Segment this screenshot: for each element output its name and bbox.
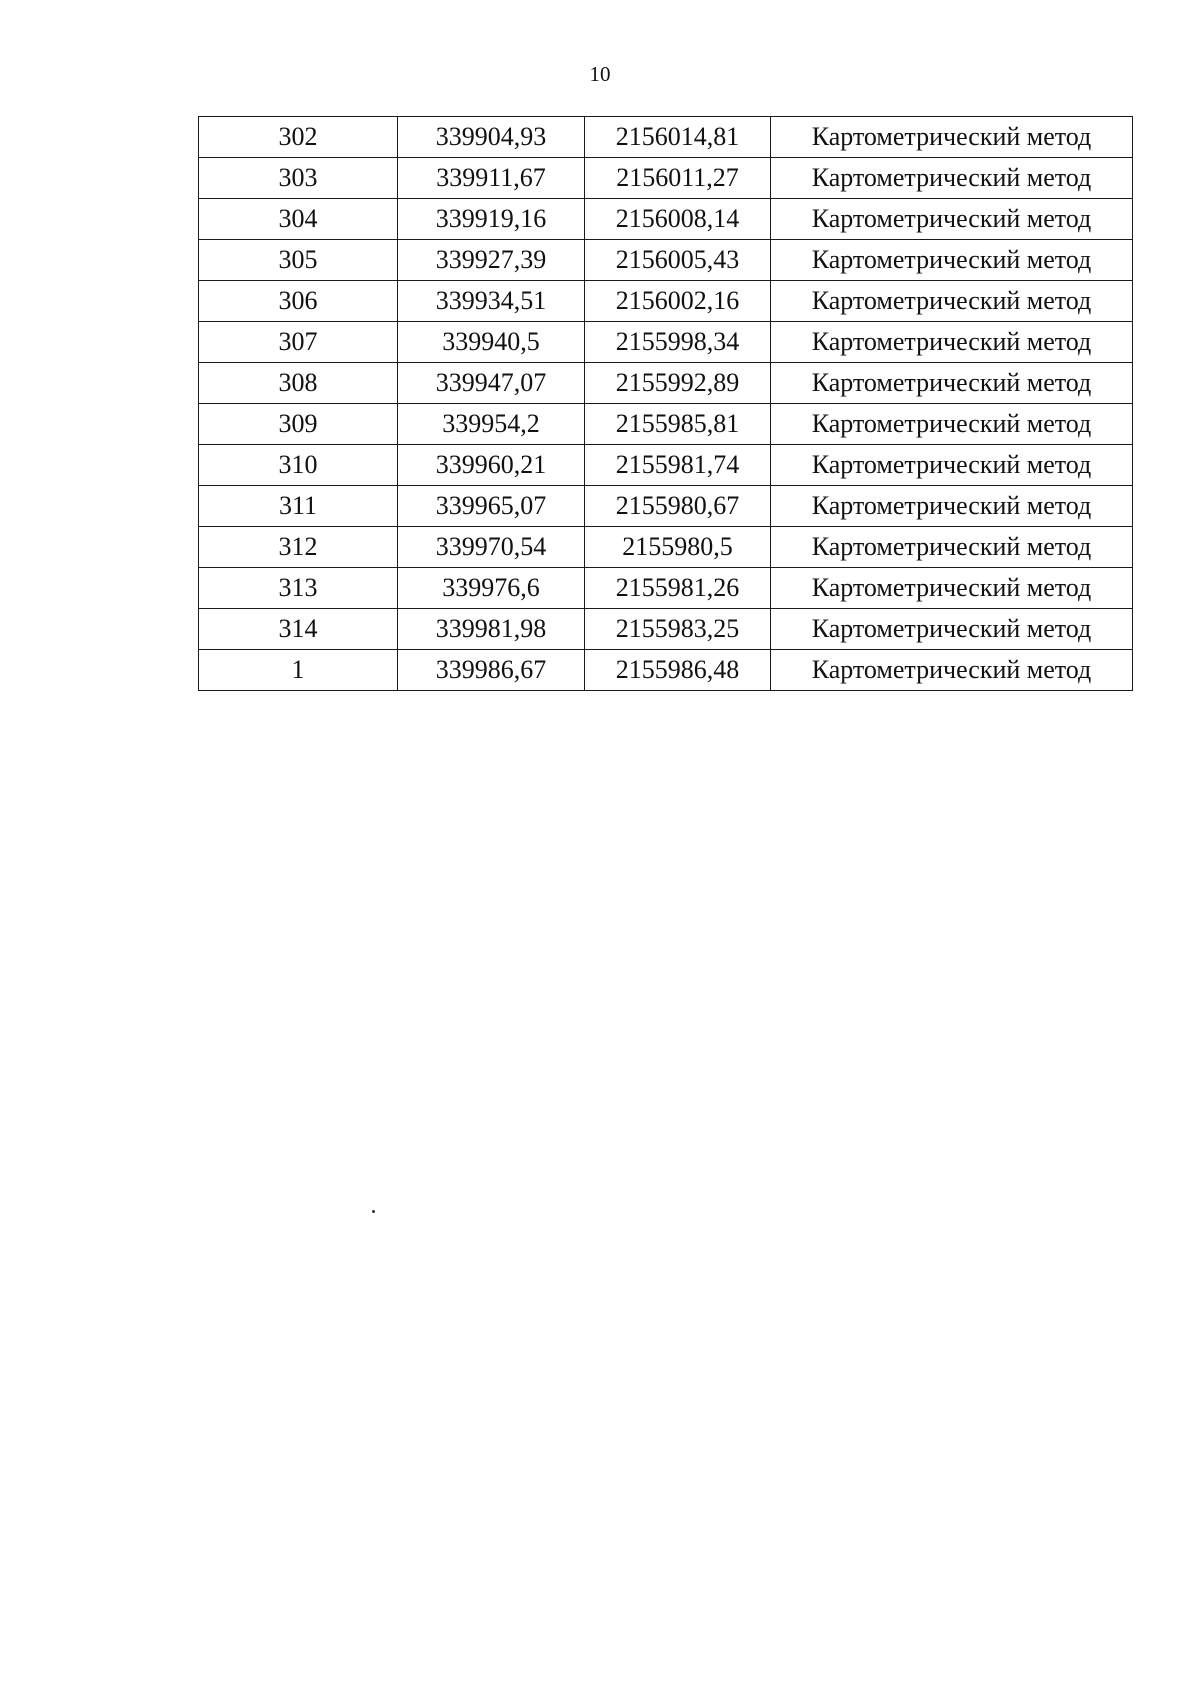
method-cell: Картометрический метод: [771, 158, 1133, 199]
point-number-cell: 312: [199, 527, 398, 568]
y-coordinate-cell: 2155998,34: [585, 322, 771, 363]
y-coordinate-cell: 2155980,5: [585, 527, 771, 568]
table-row: [199, 199, 1133, 240]
table-row: [199, 363, 1133, 404]
point-number-cell: 302: [199, 117, 398, 158]
table-row: [199, 527, 1133, 568]
x-coordinate-cell: 339940,5: [398, 322, 585, 363]
y-coordinate-cell: 2155992,89: [585, 363, 771, 404]
y-coordinate-cell: 2155983,25: [585, 609, 771, 650]
y-coordinate-cell: 2155981,74: [585, 445, 771, 486]
point-number-cell: 309: [199, 404, 398, 445]
table-row: [199, 158, 1133, 199]
y-coordinate-cell: 2156014,81: [585, 117, 771, 158]
table-row: [199, 568, 1133, 609]
method-cell: Картометрический метод: [771, 363, 1133, 404]
table-row: [199, 609, 1133, 650]
table-row: [199, 650, 1133, 691]
point-number-cell: 314: [199, 609, 398, 650]
method-cell: Картометрический метод: [771, 650, 1133, 691]
point-number-cell: 308: [199, 363, 398, 404]
x-coordinate-cell: 339911,67: [398, 158, 585, 199]
x-coordinate-cell: 339981,98: [398, 609, 585, 650]
method-cell: Картометрический метод: [771, 609, 1133, 650]
y-coordinate-cell: 2156002,16: [585, 281, 771, 322]
point-number-cell: 313: [199, 568, 398, 609]
point-number-cell: 303: [199, 158, 398, 199]
point-number-cell: 1: [199, 650, 398, 691]
x-coordinate-cell: 339954,2: [398, 404, 585, 445]
method-cell: Картометрический метод: [771, 404, 1133, 445]
method-cell: Картометрический метод: [771, 117, 1133, 158]
y-coordinate-cell: 2155986,48: [585, 650, 771, 691]
method-cell: Картометрический метод: [771, 527, 1133, 568]
scan-speck: [372, 1210, 375, 1213]
point-number-cell: 304: [199, 199, 398, 240]
point-number-cell: 305: [199, 240, 398, 281]
y-coordinate-cell: 2156008,14: [585, 199, 771, 240]
y-coordinate-cell: 2156011,27: [585, 158, 771, 199]
method-cell: Картометрический метод: [771, 240, 1133, 281]
x-coordinate-cell: 339965,07: [398, 486, 585, 527]
x-coordinate-cell: 339986,67: [398, 650, 585, 691]
x-coordinate-cell: 339976,6: [398, 568, 585, 609]
x-coordinate-cell: 339919,16: [398, 199, 585, 240]
y-coordinate-cell: 2156005,43: [585, 240, 771, 281]
point-number-cell: 310: [199, 445, 398, 486]
method-cell: Картометрический метод: [771, 568, 1133, 609]
coordinates-table: [198, 116, 1133, 691]
y-coordinate-cell: 2155980,67: [585, 486, 771, 527]
point-number-cell: 307: [199, 322, 398, 363]
table-row: [199, 404, 1133, 445]
method-cell: Картометрический метод: [771, 486, 1133, 527]
table-row: [199, 240, 1133, 281]
y-coordinate-cell: 2155985,81: [585, 404, 771, 445]
method-cell: Картометрический метод: [771, 445, 1133, 486]
table-row: [199, 322, 1133, 363]
table-row: [199, 486, 1133, 527]
x-coordinate-cell: 339960,21: [398, 445, 585, 486]
method-cell: Картометрический метод: [771, 199, 1133, 240]
page-number: 10: [589, 62, 611, 86]
y-coordinate-cell: 2155981,26: [585, 568, 771, 609]
method-cell: Картометрический метод: [771, 281, 1133, 322]
table-row: [199, 445, 1133, 486]
x-coordinate-cell: 339904,93: [398, 117, 585, 158]
x-coordinate-cell: 339947,07: [398, 363, 585, 404]
table-row: [199, 117, 1133, 158]
x-coordinate-cell: 339927,39: [398, 240, 585, 281]
table-row: [199, 281, 1133, 322]
point-number-cell: 311: [199, 486, 398, 527]
method-cell: Картометрический метод: [771, 322, 1133, 363]
x-coordinate-cell: 339970,54: [398, 527, 585, 568]
x-coordinate-cell: 339934,51: [398, 281, 585, 322]
point-number-cell: 306: [199, 281, 398, 322]
